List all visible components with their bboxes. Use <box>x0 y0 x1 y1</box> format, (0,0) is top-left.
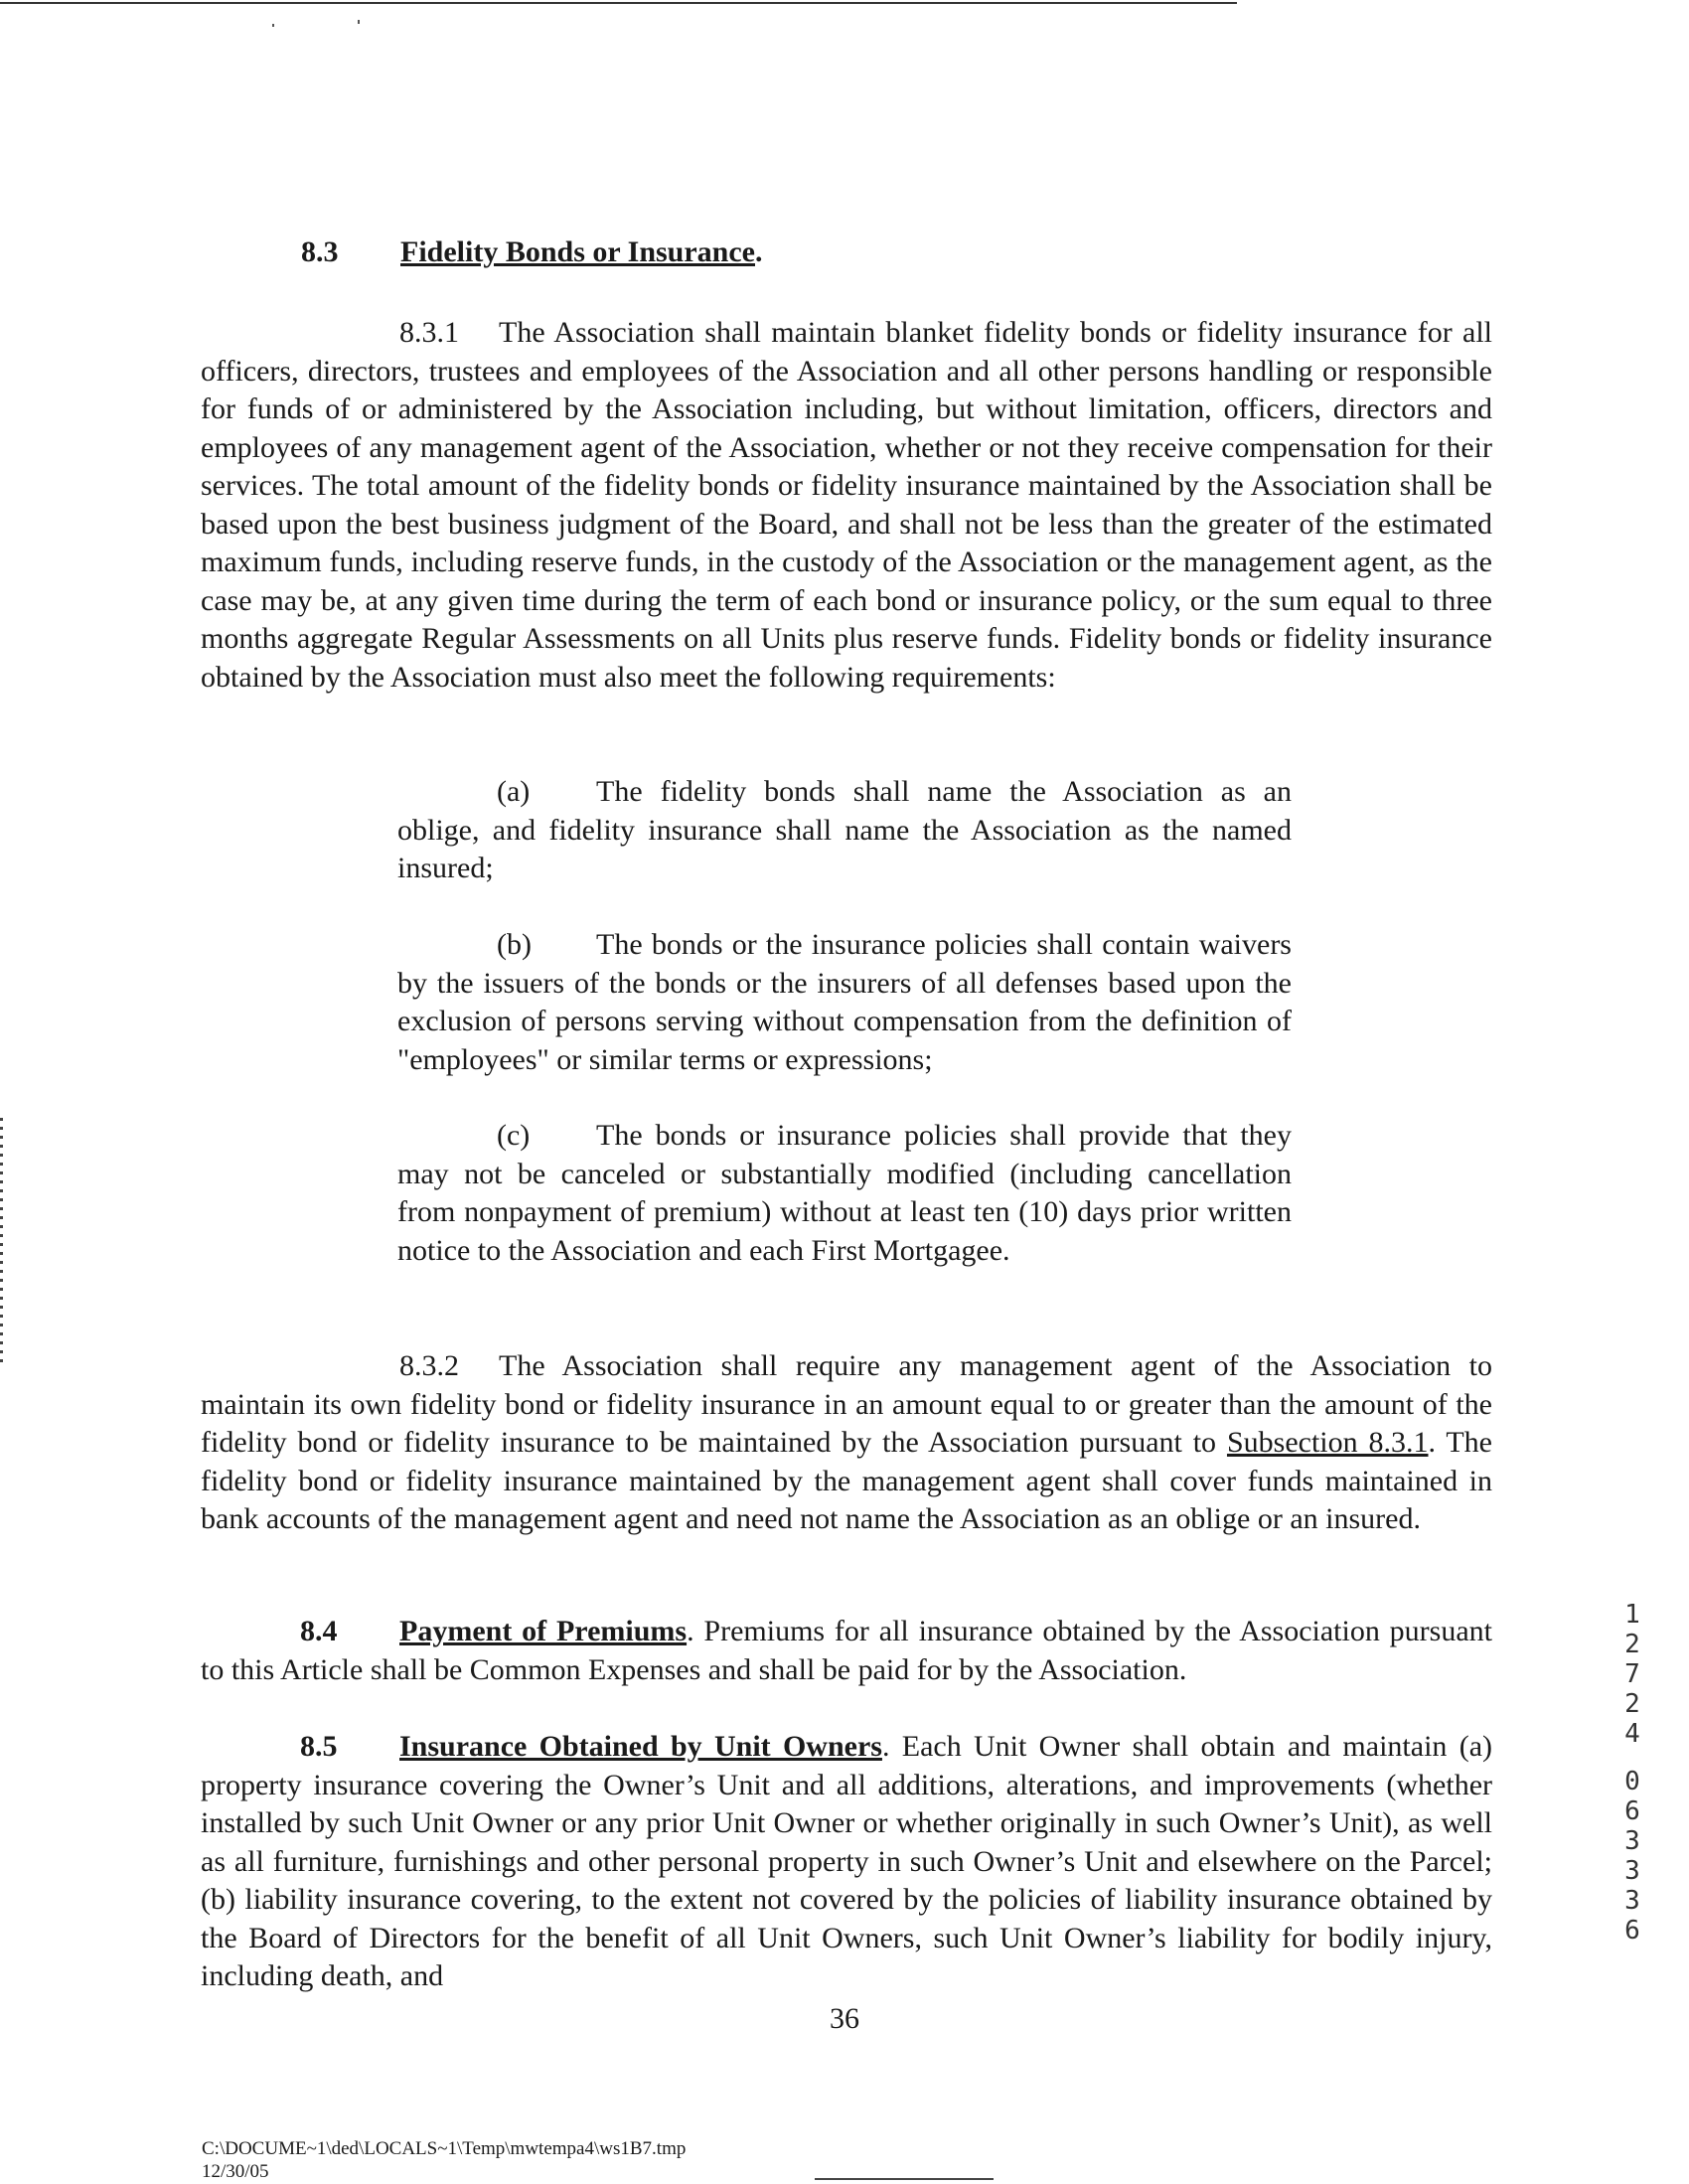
paragraph-number: 8.3.2 <box>399 1349 459 1382</box>
paragraph-text-continued: . The fidelity bond or fidelity insurance maintained by the management agent shall cover funds maintained in bank accounts of the management agent and need not name the Association as an oblige or an insured. <box>201 1426 1492 1535</box>
section-title: Payment of Premiums <box>399 1615 688 1647</box>
paragraph-8-3-1 <box>201 314 1492 697</box>
section-title: Fidelity Bonds or Insurance <box>400 235 755 268</box>
section-text: . Each Unit Owner shall obtain and maintain (a) property insurance covering the Owner’s Unit and all additions, alterations, and improvements (whether installed by such Unit Owner or any prior Unit Owner or whether originally in such Owner’s Unit), as well as all furniture, furnishings and other personal property in such Owner’s Unit and elsewhere on the Parcel; (b) liability insurance covering, to the extent not covered by the policies of liability insurance obtained by the Board of Directors for the benefit of all Unit Owners, such Unit Owner’s liability for bodily injury, including death, and <box>201 1730 1492 1992</box>
requirement-text: The bonds or the insurance policies shall contain waivers by the issuers of the bonds or the insurers of all defenses based upon the exclusion of persons serving without compensation from the definition of "employees" or similar terms or expressions; <box>397 928 1292 1076</box>
scan-bottom-border <box>815 2178 994 2180</box>
section-text: . Premiums for all insurance obtained by the Association pursuant to this Article shall be Common Expenses and shall be paid for by the Association. <box>201 1615 1493 1686</box>
section-number: 8.4 <box>300 1615 338 1647</box>
paragraph-text: The Association shall require any management agent of the Association to maintain its own fidelity bond or fidelity insurance in an amount equal to or greater than the amount of the fidelity bond or fidelity insurance to be maintained by the Association pursuant to <box>201 1349 1492 1459</box>
section-8-4 <box>201 1613 1492 1689</box>
requirement-text: The bonds or insurance policies shall provide that they may not be canceled or substantially modified (including cancellation from nonpayment of premium) without at least ten (10) days prior written notice to the Association and each First Mortgagee. <box>397 1119 1292 1267</box>
section-number: 8.5 <box>300 1730 338 1763</box>
section-title: Insurance Obtained by Unit Owners <box>399 1730 882 1763</box>
scan-speck <box>358 20 360 24</box>
paragraph-number: 8.3.1 <box>399 316 459 349</box>
requirement-c <box>397 1117 1292 1270</box>
requirement-label: (b) <box>497 928 532 961</box>
scan-top-border <box>0 2 1237 4</box>
document-number-stamp: 1 2 7 2 4 0 6 3 3 3 6 <box>1624 1600 1640 1946</box>
section-number: 8.3 <box>301 235 339 268</box>
requirement-label: (c) <box>497 1119 531 1152</box>
paragraph-8-3-2 <box>201 1347 1492 1539</box>
scan-left-edge-marks <box>0 1118 3 1366</box>
document-footer <box>202 2137 686 2183</box>
scan-speck <box>272 24 274 27</box>
requirement-text: The fidelity bonds shall name the Association as an oblige, and fidelity insurance shall name the Association as the named insured; <box>397 775 1292 884</box>
requirement-a <box>397 773 1292 888</box>
requirement-label: (a) <box>497 775 531 808</box>
subsection-reference-link[interactable]: Subsection 8.3.1 <box>1226 1426 1429 1459</box>
footer-date: 12/30/05 <box>202 2161 269 2182</box>
page-number: 36 <box>830 2002 859 2035</box>
paragraph-text: The Association shall maintain blanket fidelity bonds or fidelity insurance for all officers, directors, trustees and employees of the Association and all other persons handling or responsible for funds of or administered by the Association including, but without limitation, officers, directors and employees of any management agent of the Association, whether or not they receive compensation for their services. The total amount of the fidelity bonds or fidelity insurance maintained by the Association shall be based upon the best business judgment of the Board, and shall not be less than the greater of the estimated maximum funds, including reserve funds, in the custody of the Association or the management agent, as the case may be, at any given time during the term of each bond or insurance policy, or the sum equal to three months aggregate Regular Assessments on all Units plus reserve funds. Fidelity bonds or fidelity insurance obtained by the Association must also meet the following requirements: <box>201 316 1492 694</box>
section-8-5 <box>201 1728 1492 1996</box>
section-8-3-heading: 8.3 Fidelity Bonds or Insurance. <box>301 235 763 268</box>
footer-file-path: C:\DOCUME~1\ded\LOCALS~1\Temp\mwtempa4\ws1B7.tmp <box>202 2138 687 2159</box>
requirement-b <box>397 926 1292 1079</box>
